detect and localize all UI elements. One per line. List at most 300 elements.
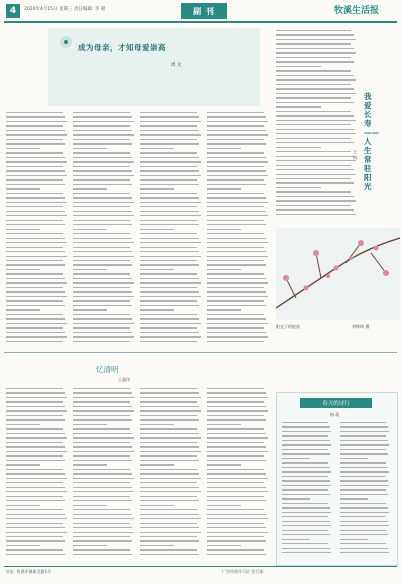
text-line — [340, 431, 389, 432]
text-line — [6, 388, 63, 389]
text-line — [207, 415, 264, 416]
text-line — [6, 545, 40, 546]
text-line — [207, 314, 264, 315]
text-line — [73, 247, 130, 248]
right-article-title: 我爱长寿——人生常驻阳光 — [364, 92, 379, 191]
text-line — [6, 202, 67, 203]
text-line — [73, 269, 107, 270]
text-line — [6, 487, 65, 488]
text-line — [207, 287, 264, 288]
text-line — [140, 388, 197, 389]
text-line — [340, 552, 389, 553]
text-line — [276, 151, 351, 152]
text-line — [207, 256, 268, 257]
section-divider — [4, 352, 397, 353]
text-line — [73, 397, 134, 398]
text-line — [276, 66, 321, 67]
text-line — [140, 469, 197, 470]
text-line — [73, 112, 130, 113]
text-line — [140, 247, 197, 248]
text-line — [73, 148, 107, 149]
text-line — [73, 496, 130, 497]
article-title: 成为母亲，才知母爱崇高 — [78, 43, 166, 52]
text-line — [207, 152, 264, 153]
text-line — [207, 238, 266, 239]
text-line — [73, 116, 132, 117]
text-line — [140, 193, 197, 194]
text-line — [73, 229, 107, 230]
text-line — [340, 426, 388, 427]
right-article-author: 王 海 — [353, 150, 358, 160]
text-line — [73, 282, 134, 283]
text-line — [207, 269, 241, 270]
text-line — [73, 233, 130, 234]
text-line — [6, 193, 63, 194]
text-line — [6, 410, 67, 411]
text-line — [73, 296, 134, 297]
text-line — [282, 539, 310, 540]
text-line — [207, 341, 264, 342]
text-line — [207, 336, 268, 337]
text-line — [6, 406, 65, 407]
text-line — [207, 125, 264, 126]
text-line — [276, 97, 351, 98]
text-line — [73, 238, 132, 239]
text-line — [207, 291, 266, 292]
text-line — [6, 166, 63, 167]
text-line — [282, 440, 330, 441]
text-line — [6, 206, 63, 207]
text-line — [73, 264, 132, 265]
text-line — [140, 116, 199, 117]
text-line — [6, 130, 65, 131]
text-line — [207, 451, 268, 452]
text-line — [140, 554, 199, 555]
text-line — [140, 518, 201, 519]
text-line — [207, 505, 241, 506]
text-line — [73, 415, 130, 416]
text-line — [140, 224, 199, 225]
text-line — [207, 130, 266, 131]
text-line — [73, 139, 130, 140]
text-line — [140, 202, 201, 203]
text-line — [73, 166, 130, 167]
text-line — [140, 256, 201, 257]
text-line — [207, 536, 264, 537]
text-line — [6, 397, 67, 398]
text-line — [207, 273, 264, 274]
text-line — [6, 278, 65, 279]
text-line — [73, 206, 130, 207]
text-line — [73, 446, 132, 447]
section-label: 副 刊 — [181, 3, 227, 19]
text-line — [6, 134, 67, 135]
text-line — [140, 514, 199, 515]
text-line — [207, 197, 266, 198]
text-line — [276, 30, 351, 31]
text-line — [73, 442, 130, 443]
text-line — [6, 184, 65, 185]
text-line — [282, 489, 328, 490]
text-line — [140, 327, 197, 328]
text-line — [140, 296, 201, 297]
text-line — [340, 498, 368, 499]
text-line — [282, 494, 330, 495]
text-line — [340, 449, 386, 450]
text-line — [140, 287, 197, 288]
text-line — [276, 124, 351, 125]
text-line — [340, 485, 389, 486]
text-line — [6, 332, 65, 333]
text-line — [207, 264, 266, 265]
text-line — [73, 487, 132, 488]
text-line — [282, 453, 330, 454]
text-line — [73, 491, 134, 492]
text-line — [73, 134, 134, 135]
text-line — [73, 500, 132, 501]
text-line — [140, 540, 199, 541]
text-line — [207, 549, 264, 550]
text-line — [6, 540, 65, 541]
text-line — [73, 424, 107, 425]
text-line — [6, 143, 65, 144]
text-line — [207, 121, 268, 122]
text-line — [6, 327, 63, 328]
text-line — [207, 419, 266, 420]
text-line — [6, 238, 65, 239]
text-line — [6, 112, 63, 113]
text-line — [207, 460, 266, 461]
text-line — [282, 467, 330, 468]
text-line — [276, 88, 354, 89]
text-line — [73, 152, 130, 153]
text-line — [282, 458, 310, 459]
text-line — [6, 300, 63, 301]
text-line — [73, 260, 130, 261]
photo-credit: 刘峥坤 摄 — [352, 324, 370, 329]
text-line — [140, 473, 199, 474]
text-line — [282, 543, 328, 544]
text-line — [6, 161, 67, 162]
text-line — [6, 233, 63, 234]
text-line — [140, 415, 197, 416]
text-line — [140, 139, 197, 140]
text-line — [207, 428, 264, 429]
text-line — [340, 489, 386, 490]
text-line — [140, 323, 201, 324]
text-line — [6, 464, 40, 465]
text-line — [340, 543, 386, 544]
text-line — [140, 532, 201, 533]
text-line — [140, 406, 199, 407]
text-line — [6, 314, 63, 315]
text-line — [73, 125, 130, 126]
text-line — [140, 238, 199, 239]
text-line — [6, 323, 67, 324]
text-line — [140, 527, 199, 528]
text-line — [207, 300, 264, 301]
text-line — [6, 197, 65, 198]
text-line — [207, 397, 268, 398]
text-line — [6, 478, 67, 479]
text-line — [276, 84, 351, 85]
text-line — [6, 305, 65, 306]
text-line — [340, 507, 388, 508]
text-line — [276, 129, 354, 130]
text-line — [207, 282, 268, 283]
text-line — [73, 175, 134, 176]
right-text-column — [276, 30, 358, 222]
text-line — [207, 309, 241, 310]
text-line — [73, 451, 134, 452]
text-line — [140, 282, 201, 283]
text-line — [6, 121, 67, 122]
text-line — [73, 332, 132, 333]
text-line — [6, 264, 65, 265]
text-line — [282, 534, 330, 535]
text-line — [276, 43, 351, 44]
text-line — [276, 111, 351, 112]
text-line — [276, 106, 321, 107]
text-line — [140, 291, 199, 292]
poem-title: 春天的诗行 — [322, 401, 350, 407]
text-line — [73, 323, 134, 324]
text-line — [207, 247, 264, 248]
text-line — [6, 455, 63, 456]
text-line — [6, 188, 40, 189]
text-line — [207, 175, 268, 176]
text-line — [276, 79, 356, 80]
text-line — [340, 516, 386, 517]
text-line — [73, 518, 134, 519]
header-rule — [4, 21, 397, 23]
text-line — [140, 188, 174, 189]
text-line — [140, 397, 201, 398]
text-line — [6, 549, 63, 550]
text-line — [140, 437, 201, 438]
text-line — [6, 296, 67, 297]
text-line — [73, 401, 130, 402]
text-line — [207, 482, 264, 483]
text-line — [140, 170, 199, 171]
text-line — [276, 200, 356, 201]
text-line — [282, 480, 330, 481]
text-line — [73, 256, 134, 257]
text-line — [207, 215, 268, 216]
text-line — [207, 509, 264, 510]
text-line — [6, 116, 65, 117]
text-line — [73, 549, 130, 550]
text-line — [73, 388, 130, 389]
text-line — [276, 34, 354, 35]
text-line — [140, 478, 201, 479]
text-line — [207, 157, 266, 158]
text-line — [207, 406, 266, 407]
text-line — [73, 482, 130, 483]
text-line — [6, 309, 40, 310]
text-line — [276, 133, 356, 134]
text-line — [207, 469, 264, 470]
text-line — [340, 548, 388, 549]
bottom-text-column-1 — [6, 388, 68, 562]
text-line — [282, 548, 330, 549]
text-line — [6, 157, 65, 158]
text-line — [6, 256, 67, 257]
text-line — [73, 455, 130, 456]
text-line — [6, 469, 63, 470]
text-line — [73, 251, 132, 252]
text-line — [207, 388, 264, 389]
text-line — [140, 143, 199, 144]
text-line — [140, 269, 174, 270]
text-line — [140, 309, 174, 310]
text-line — [276, 70, 351, 71]
text-line — [6, 505, 40, 506]
text-line — [276, 191, 351, 192]
text-line — [207, 442, 264, 443]
text-line — [73, 143, 132, 144]
text-line — [6, 415, 63, 416]
text-line — [73, 224, 132, 225]
text-line — [73, 170, 132, 171]
text-line — [6, 424, 40, 425]
text-line — [276, 61, 354, 62]
text-line — [207, 193, 264, 194]
text-line — [207, 148, 241, 149]
issue-info: 2020年4月15日 星期三 责任编辑: 李 锦 — [24, 7, 106, 12]
footer-address: 社址: 牧溪市镇新北路1号 — [6, 569, 52, 574]
text-line — [276, 178, 351, 179]
text-line — [6, 536, 63, 537]
text-line — [207, 523, 264, 524]
text-line — [73, 309, 107, 310]
text-line — [73, 536, 130, 537]
text-line — [73, 406, 132, 407]
text-line — [140, 251, 199, 252]
text-line — [282, 503, 328, 504]
text-line — [73, 215, 134, 216]
text-line — [6, 514, 65, 515]
text-line — [6, 152, 63, 153]
text-line — [340, 530, 386, 531]
text-line — [276, 160, 356, 161]
text-line — [140, 161, 201, 162]
text-line — [140, 125, 197, 126]
text-line — [73, 211, 132, 212]
text-line — [276, 120, 356, 121]
text-line — [207, 410, 268, 411]
text-line — [207, 188, 241, 189]
text-line — [140, 392, 199, 393]
text-line — [73, 433, 132, 434]
text-line — [282, 435, 328, 436]
text-line — [282, 449, 328, 450]
text-line — [73, 460, 132, 461]
text-line — [140, 220, 197, 221]
text-line — [282, 507, 330, 508]
text-line — [140, 278, 199, 279]
text-line — [140, 424, 174, 425]
text-line — [73, 554, 132, 555]
text-line — [207, 401, 264, 402]
text-line — [207, 260, 264, 261]
text-line — [276, 187, 321, 188]
text-line — [73, 437, 134, 438]
text-line — [207, 446, 266, 447]
text-line — [140, 152, 197, 153]
text-line — [207, 233, 264, 234]
text-line — [140, 455, 197, 456]
text-line — [207, 202, 268, 203]
text-line — [207, 496, 264, 497]
text-line — [73, 314, 130, 315]
text-line — [207, 170, 266, 171]
bottom-text-column-4 — [207, 388, 269, 562]
text-line — [140, 491, 201, 492]
text-line — [340, 503, 386, 504]
text-line — [282, 498, 310, 499]
text-line — [276, 165, 351, 166]
text-line — [282, 521, 330, 522]
text-line — [6, 251, 65, 252]
text-line — [73, 184, 132, 185]
text-line — [6, 451, 67, 452]
text-column-4 — [207, 112, 269, 348]
text-line — [140, 264, 199, 265]
text-line — [140, 211, 199, 212]
text-line — [6, 392, 65, 393]
text-line — [140, 121, 201, 122]
text-line — [340, 467, 388, 468]
text-line — [6, 401, 63, 402]
text-line — [207, 139, 264, 140]
text-line — [276, 57, 351, 58]
text-line — [73, 273, 130, 274]
text-line — [140, 451, 201, 452]
text-line — [73, 318, 132, 319]
text-line — [73, 505, 107, 506]
text-line — [282, 471, 331, 472]
text-line — [207, 327, 264, 328]
bottom-text-column-2 — [73, 388, 135, 562]
text-line — [207, 332, 266, 333]
text-line — [140, 332, 199, 333]
text-line — [340, 494, 388, 495]
text-line — [276, 142, 354, 143]
text-line — [276, 52, 356, 53]
text-line — [207, 184, 266, 185]
text-line — [140, 509, 197, 510]
text-line — [73, 157, 132, 158]
text-line — [6, 139, 63, 140]
poem-column-2 — [340, 422, 390, 560]
text-line — [140, 300, 197, 301]
text-line — [276, 214, 356, 215]
text-line — [340, 521, 388, 522]
text-line — [6, 518, 67, 519]
text-line — [340, 444, 389, 445]
text-line — [207, 464, 241, 465]
text-line — [73, 509, 130, 510]
footer-license: 广告经营许可证 发行部: — [222, 569, 265, 574]
text-line — [6, 460, 65, 461]
text-line — [207, 242, 268, 243]
text-line — [340, 462, 386, 463]
text-line — [140, 157, 199, 158]
text-line — [73, 327, 130, 328]
text-line — [73, 202, 134, 203]
text-line — [73, 188, 107, 189]
